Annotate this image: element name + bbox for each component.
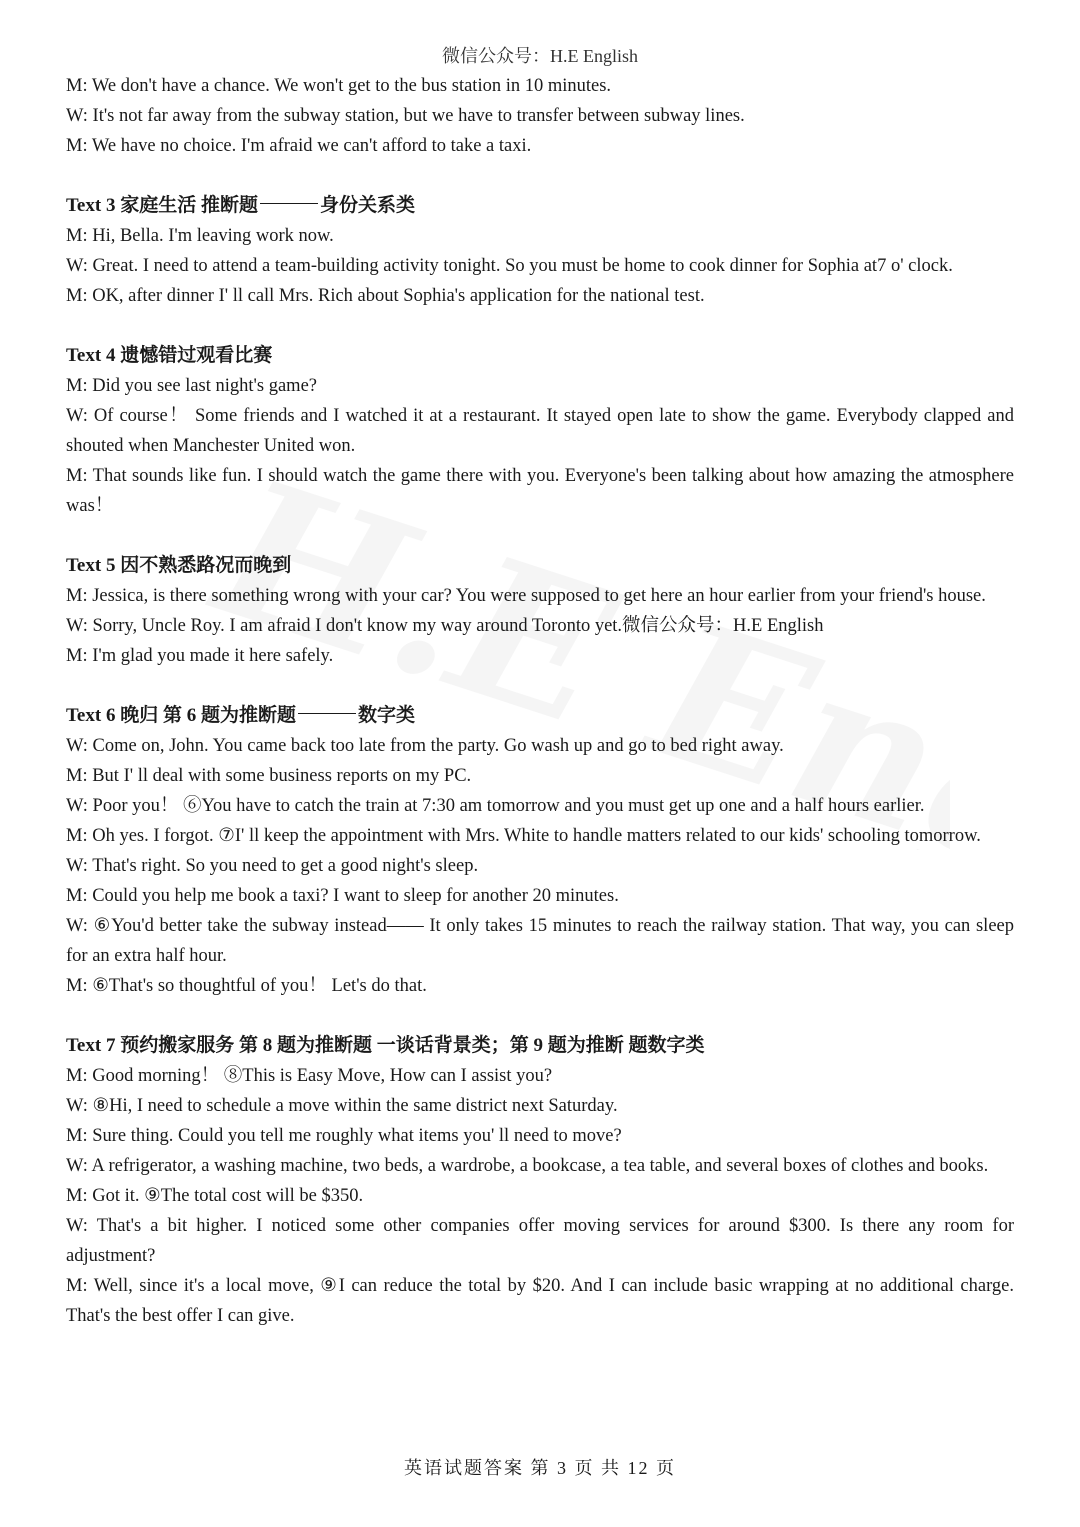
dialogue-line: M: Oh yes. I forgot. ⑦I' ll keep the appointment with Mrs. White to handle matters related to our kids' schooling tomorrow.: [66, 826, 981, 846]
text7-heading: Text 7 预约搬家服务 第 8 题为推断题 一谈话背景类；第 9 题为推断 题数字类: [66, 1035, 705, 1056]
dialogue-line: W: That's right. So you need to get a good night's sleep.: [66, 856, 479, 876]
document-body: [66, 71, 1014, 1331]
dialogue-line: W: Of course！ Some friends and I watched it at a restaurant. It stayed open late to show the game. Everybody clapped and shouted when Manchester United won.: [66, 406, 1014, 456]
text5-section: [66, 551, 1014, 671]
dialogue-line: W: Great. I need to attend a team-building activity tonight. So you must be home to cook dinner for Sophia at7 o' clock.: [66, 256, 953, 276]
dialogue-line: M: That sounds like fun. I should watch the game there with you. Everyone's been talking about how amazing the atmosphere was！: [66, 466, 1014, 516]
dialogue-line: M: ⑥That's so thoughtful of you！ Let's do that.: [66, 976, 427, 996]
dialogue-line: M: Got it. ⑨The total cost will be $350.: [66, 1186, 364, 1206]
dialogue-line: M: But I' ll deal with some business reports on my PC.: [66, 766, 472, 786]
text4-section: [66, 341, 1014, 521]
text3-section: [66, 191, 1014, 311]
dialogue-line: M: We don't have a chance. We won't get to the bus station in 10 minutes.: [66, 76, 612, 96]
dialogue-line: M: Good morning！ ⑧This is Easy Move, How can I assist you?: [66, 1066, 553, 1086]
text6-heading: Text 6 晚归 第 6 题为推断题 数字类: [66, 705, 415, 726]
dialogue-line: M: Well, since it's a local move, ⑨I can reduce the total by $20. And I can include basic wrapping at no additional charge. That's the best offer I can give.: [66, 1276, 1014, 1326]
dialogue-line: M: Sure thing. Could you tell me roughly what items you' ll need to move?: [66, 1126, 622, 1146]
dialogue-line: M: We have no choice. I'm afraid we can't afford to take a taxi.: [66, 136, 532, 156]
dialogue-line: W: It's not far away from the subway station, but we have to transfer between subway lines.: [66, 106, 745, 126]
intro-dialogue: [66, 71, 1014, 161]
text3-heading: Text 3 家庭生活 推断题 身份关系类: [66, 195, 415, 216]
dialogue-line: M: OK, after dinner I' ll call Mrs. Rich about Sophia's application for the national test.: [66, 286, 705, 306]
dialogue-line: M: I'm glad you made it here safely.: [66, 646, 334, 666]
dialogue-line: W: Come on, John. You came back too late from the party. Go wash up and go to bed right away.: [66, 736, 784, 756]
text4-heading: Text 4 遗憾错过观看比赛: [66, 345, 273, 366]
dialogue-line: W: ⑧Hi, I need to schedule a move within the same district next Saturday.: [66, 1096, 618, 1116]
dialogue-line: W: ⑥You'd better take the subway instead—— It only takes 15 minutes to reach the railway station. That way, you can sleep for an extra half hour.: [66, 916, 1014, 966]
text7-section: [66, 1031, 1014, 1331]
dialogue-line: M: Hi, Bella. I'm leaving work now.: [66, 226, 334, 246]
dialogue-line: M: Could you help me book a taxi? I want to sleep for another 20 minutes.: [66, 886, 619, 906]
text5-heading: Text 5 因不熟悉路况而晚到: [66, 555, 292, 576]
dialogue-line: M: Jessica, is there something wrong with your car? You were supposed to get here an hour earlier from your friend's house.: [66, 586, 986, 606]
page-header: 微信公众号：H.E English: [442, 46, 638, 66]
text6-section: [66, 701, 1014, 1001]
dialogue-line: W: Sorry, Uncle Roy. I am afraid I don't know my way around Toronto yet.微信公众号：H.E English: [66, 616, 824, 636]
dialogue-line: W: That's a bit higher. I noticed some other companies offer moving services for around $300. Is there any room for adjustment?: [66, 1216, 1014, 1266]
dialogue-line: W: A refrigerator, a washing machine, two beds, a wardrobe, a bookcase, a tea table, and several boxes of clothes and books.: [66, 1156, 989, 1176]
dialogue-line: M: Did you see last night's game?: [66, 376, 317, 396]
dialogue-line: W: Poor you！ ⑥You have to catch the train at 7:30 am tomorrow and you must get up one and a half hours earlier.: [66, 796, 925, 816]
page-footer: 英语试题答案 第 3 页 共 12 页: [404, 1458, 676, 1478]
